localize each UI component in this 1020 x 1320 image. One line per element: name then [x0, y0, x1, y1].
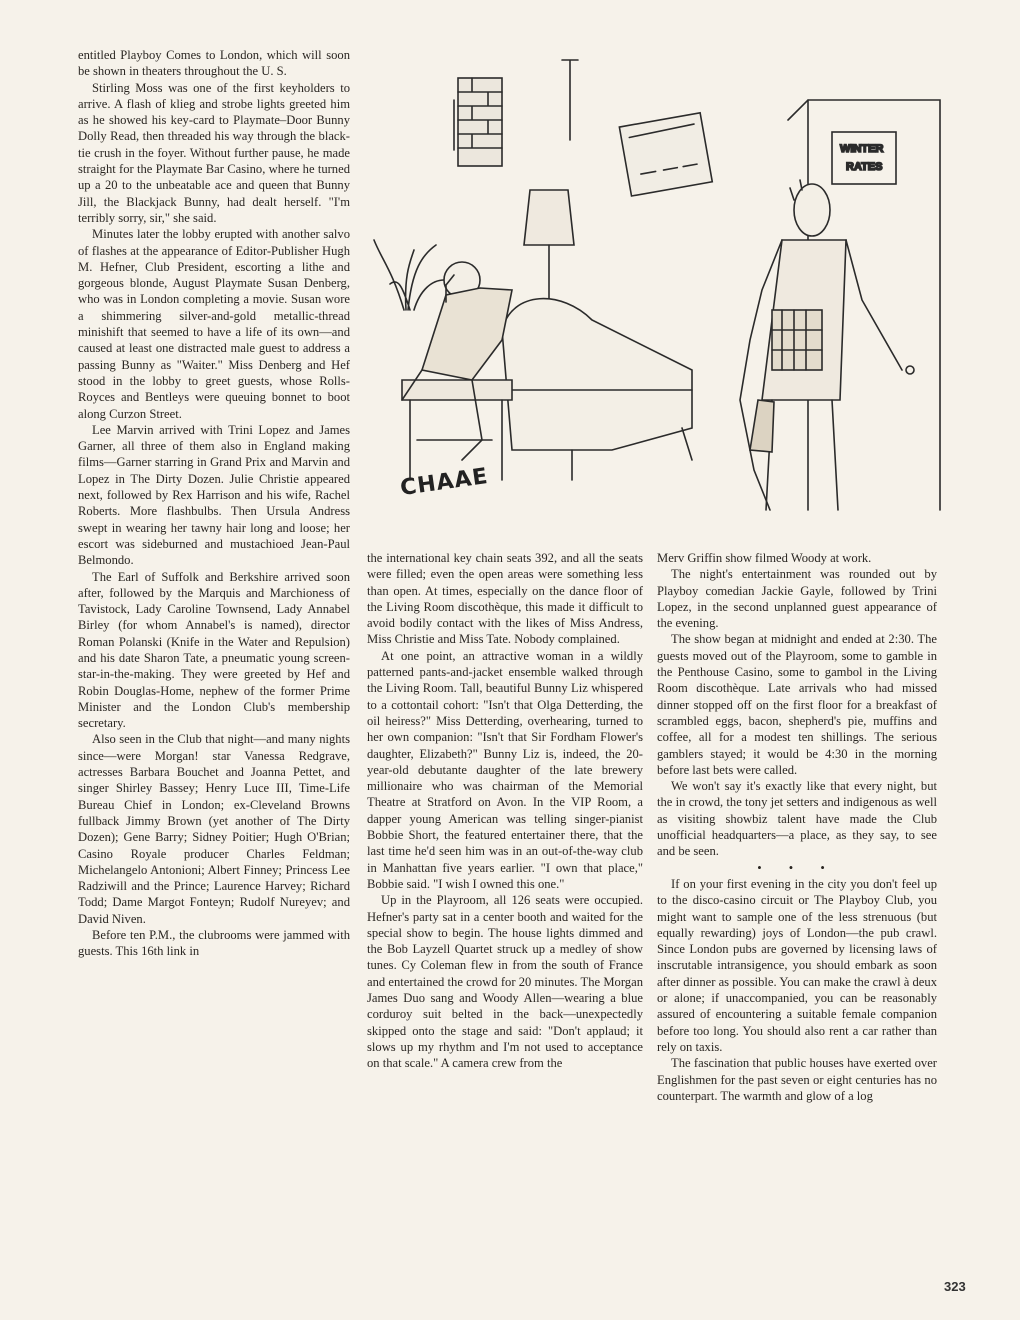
paragraph: Minutes later the lobby erupted with another salvo of flashes at the appearance of Editor-Publisher Hugh M. Hefner, Club President, escorting a lithe and gorgeous blonde, August Playmate Susan Denberg, who was in London completing a movie. Susan wore a shimmering silver-and-gold metallic-thread minishift that seemed to have a life of its own—and caused at least one distracted male guest to address a passing Bunny as "Waiter." Miss Denberg and Hef stood in the lobby to greet guests, whose Rolls-Royces and Bentleys were queuing bonnet to boot along Curzon Street.: [78, 227, 350, 421]
text-column-1: [78, 47, 350, 960]
text-column-2: [367, 550, 643, 1072]
paragraph: The Earl of Suffolk and Berkshire arrived soon after, followed by the Marquis and Marchioness of Tavistock, Lady Caroline Townsend, Lady Annabel Birley (for whom Annabel's is named), director Roman Polanski (Knife in the Water and Repulsion) and his date Sharon Tate, a pneumatic young screen-star-in-the-making. They were greeted by Hef and Robin Douglas-Home, nephew of the former Prime Minister and the London Club's membership secretary.: [78, 569, 350, 731]
cartoonist-signature: CHAAE: [398, 463, 490, 502]
paragraph: Also seen in the Club that night—and many nights since—were Morgan! star Vanessa Redgrave, actresses Barbara Bouchet and Joanna Pettet, and singer Shirley Bassey; Henry Luce III, Time-Life Bureau Chief in London; ex-Cleveland Browns fullback Jimmy Brown (yet another of The Dirty Dozen); Gene Barry; Sidney Poitier; Hugh O'Brian; Casino Royale producer Charles Feldman; Michelangelo Antonioni; Albert Finney; Princess Lee Radziwill and the Prince; Laurence Harvey; Richard Todd; Dame Margot Fonteyn; Rudolf Nureyev; and David Niven.: [78, 732, 350, 926]
paragraph: Before ten P.M., the clubrooms were jammed with guests. This 16th link in: [78, 928, 350, 959]
paragraph: the international key chain seats 392, and all the seats were filled; even the open areas were something less than open. At times, especially on the dance floor of the Living Room discothèque, this made it difficult to avoid bodily contact with the likes of Miss Andress, Miss Christie and Miss Tate. Nobody complained.: [367, 551, 643, 647]
paragraph: Stirling Moss was one of the first keyholders to arrive. A flash of klieg and strobe lights greeted him as he showed his key-card to Playmate–Door Bunny Dolly Read, then threaded his way through the black-tie crush in the foyer. Without further pause, he made straight for the Playmate Bar Casino, where he turned up a 20 to the unbeatable ace and queen that Bunny Jill, the Blackjack Bunny, had dealt herself. "I'm terribly sorry, sir," she said.: [78, 80, 350, 225]
paragraph: entitled Playboy Comes to London, which will soon be shown in theaters throughout the U. S.: [78, 48, 350, 79]
cartoon-illustration: [362, 40, 954, 532]
paragraph: The night's entertainment was rounded out by Playboy comedian Jackie Gayle, followed by Trini Lopez, in the second unplanned guest appearance of the evening.: [657, 567, 937, 631]
paragraph: At one point, an attractive woman in a wildly patterned pants-and-jacket ensemble walked through the Living Room. Tall, beautiful Bunny Liz whispered to a cottontail cohort: "Isn't that Olga Detterding, the oil heiress?" Miss Detterding, overhearing, turned to her own companion: "Isn't that Sir Fordham Flower's daughter, Elizabeth?" Bunny Liz is, indeed, the 20-year-old debutante daughter of the late brewery millionaire who was chairman of the Memorial Theatre at Stratford on Avon. In the VIP Room, a dapper young American was telling singer-pianist Bobbie Short, the featured entertainer there, that the last time he'd seen him was in an out-of-the-way club in Manhattan five years earlier. "I own that place," Bobbie said. "I wish I owned this one.": [367, 648, 643, 891]
paragraph: Lee Marvin arrived with Trini Lopez and James Garner, all three of them also in England making films—Garner starring in Grand Prix and Marvin and Lopez in The Dirty Dozen. Julie Christie appeared next, followed by Rex Harrison and his wife, Rachel Roberts. More flashbulbs. Then Ursula Andress swept in wearing her tawny hair long and loose; her escort was sideburned and mustachioed Jean-Paul Belmondo.: [78, 422, 350, 568]
paragraph: If on your first evening in the city you don't feel up to the disco-casino circuit or The Playboy Club, you might want to sample one of the less strenuous (but equally rewarding) joys of London—the pub crawl. Since London pubs are governed by licensing laws of inscrutable intransigence, you should embark as soon after dinner as possible. You can make the crawl à deux or alone; if unaccompanied, you can be reasonably assured of encountering a suitable female companion before too long. You should also rent a car rather than rely on taxis.: [657, 876, 937, 1054]
sign-rates-text: RATES: [846, 161, 883, 173]
paragraph: Merv Griffin show filmed Woody at work.: [657, 551, 872, 565]
paragraph: Up in the Playroom, all 126 seats were occupied. Hefner's party sat in a center booth and waited for the special show to begin. The house lights dimmed and the Bob Layzell Quartet struck up a medley of show tunes. Cy Coleman flew in from the south of France and entertained the crowd for 20 minutes. The Morgan James Duo sang and Woody Allen—wearing a blue corduroy suit belted in the back—unexpectedly skipped onto the stage and said: "Don't applaud; it slows up my rhythm and I'm not used to acceptance on that scale." A camera crew from the: [367, 893, 643, 1071]
paragraph: The fascination that public houses have exerted over Englishmen for the past seven or eight centuries has no counterpart. The warmth and glow of a log: [657, 1056, 937, 1103]
text-column-3: [657, 550, 937, 1104]
paragraph: The show began at midnight and ended at 2:30. The guests moved out of the Playroom, some to gamble in the Penthouse Casino, some to gambol in the Living Room discothèque. Late arrivals who had missed dinner stopped off on the first floor for a breakfast of scrambled eggs, bacon, shepherd's pie, muffins and coffee, all for a modest ten shillings. The serious gamblers stayed; it would be 4:30 in the morning before last bets were called.: [657, 632, 937, 777]
paragraph: We won't say it's exactly like that every night, but the in crowd, the tony jet setters and indigenous as well as visiting showbiz talent have made the Club unofficial headquarters—a place, as they say, to see and be seen.: [657, 779, 937, 859]
page-number: 323: [944, 1279, 966, 1294]
section-separator: • • •: [757, 860, 837, 875]
sign-winter-text: WINTER: [840, 143, 884, 155]
